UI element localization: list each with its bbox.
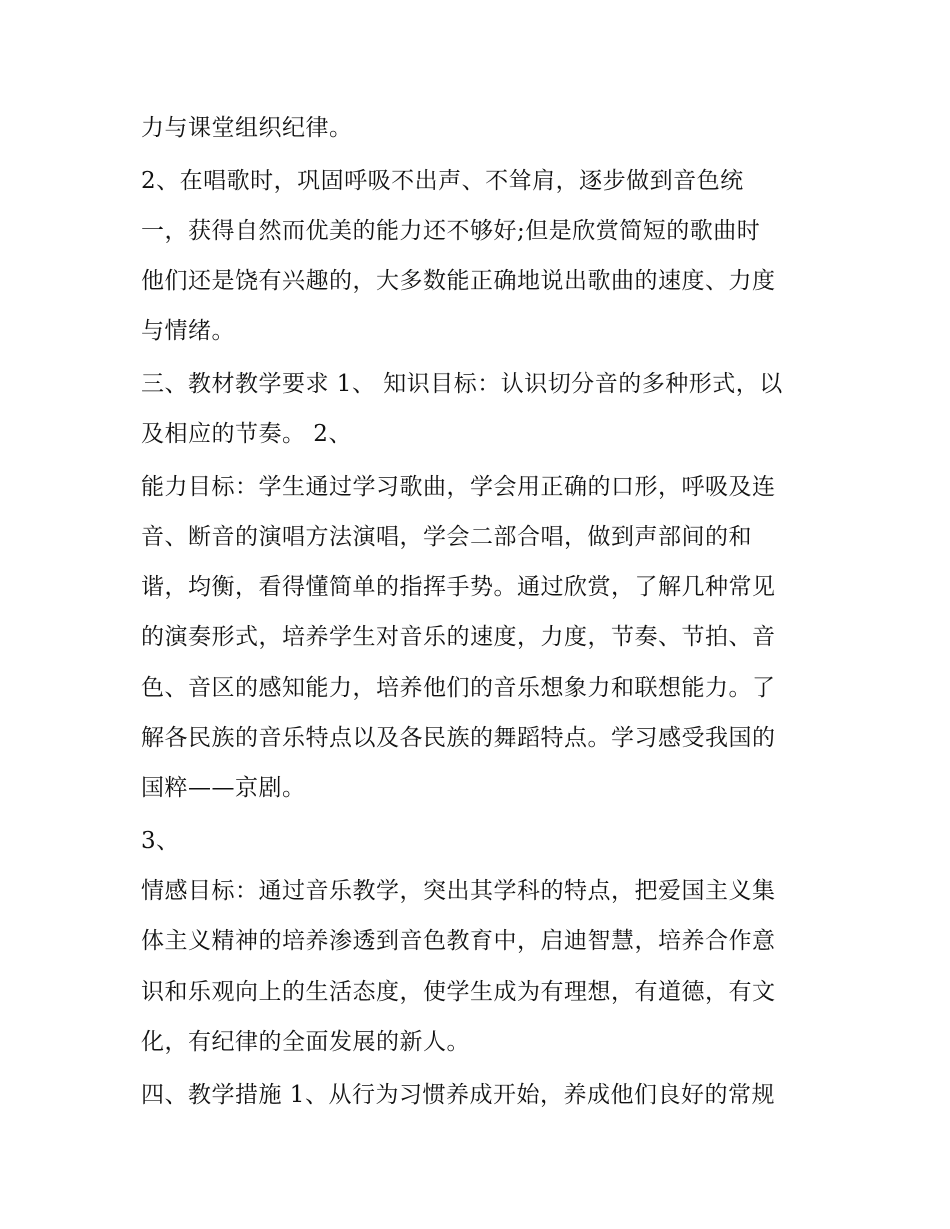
text-line: 体主义精神的培养渗透到音色教育中，启迪智慧，培养合作意 [141, 928, 776, 954]
text-line: 国粹——京剧。 [141, 775, 306, 801]
text-line: 2、在唱歌时，巩固呼吸不出声、不耸肩，逐步做到音色统 [141, 168, 744, 194]
text-line: 力与课堂组织纪律。 [141, 115, 353, 141]
text-line: 化，有纪律的全面发展的新人。 [141, 1029, 470, 1055]
text-line: 三、教材教学要求 1、 知识目标：认识切分音的多种形式，以 [141, 371, 783, 397]
text-line: 一，获得自然而优美的能力还不够好;但是欣赏简短的歌曲时 [141, 218, 761, 244]
text-line: 谐，均衡，看得懂简单的指挥手势。通过欣赏，了解几种常见 [141, 574, 776, 600]
text-line: 音、断音的演唱方法演唱，学会二部合唱，做到声部间的和 [141, 524, 752, 550]
text-line: 色、音区的感知能力，培养他们的音乐想象力和联想能力。了 [141, 675, 776, 701]
text-line: 与情绪。 [141, 318, 235, 344]
text-line: 能力目标：学生通过学习歌曲，学会用正确的口形，呼吸及连 [141, 474, 776, 500]
text-line: 解各民族的音乐特点以及各民族的舞蹈特点。学习感受我国的 [141, 725, 776, 751]
text-line: 及相应的节奏。 2、 [141, 421, 352, 447]
text-line: 四、教学措施 1、从行为习惯养成开始，养成他们良好的常规 [141, 1082, 775, 1108]
text-line: 识和乐观向上的生活态度，使学生成为有理想，有道德，有文 [141, 979, 776, 1005]
text-line: 情感目标：通过音乐教学，突出其学科的特点，把爱国主义集 [141, 878, 776, 904]
text-line: 3、 [141, 828, 180, 854]
text-line: 他们还是饶有兴趣的，大多数能正确地说出歌曲的速度、力度 [141, 268, 776, 294]
text-line: 的演奏形式，培养学生对音乐的速度，力度，节奏、节拍、音 [141, 624, 776, 650]
